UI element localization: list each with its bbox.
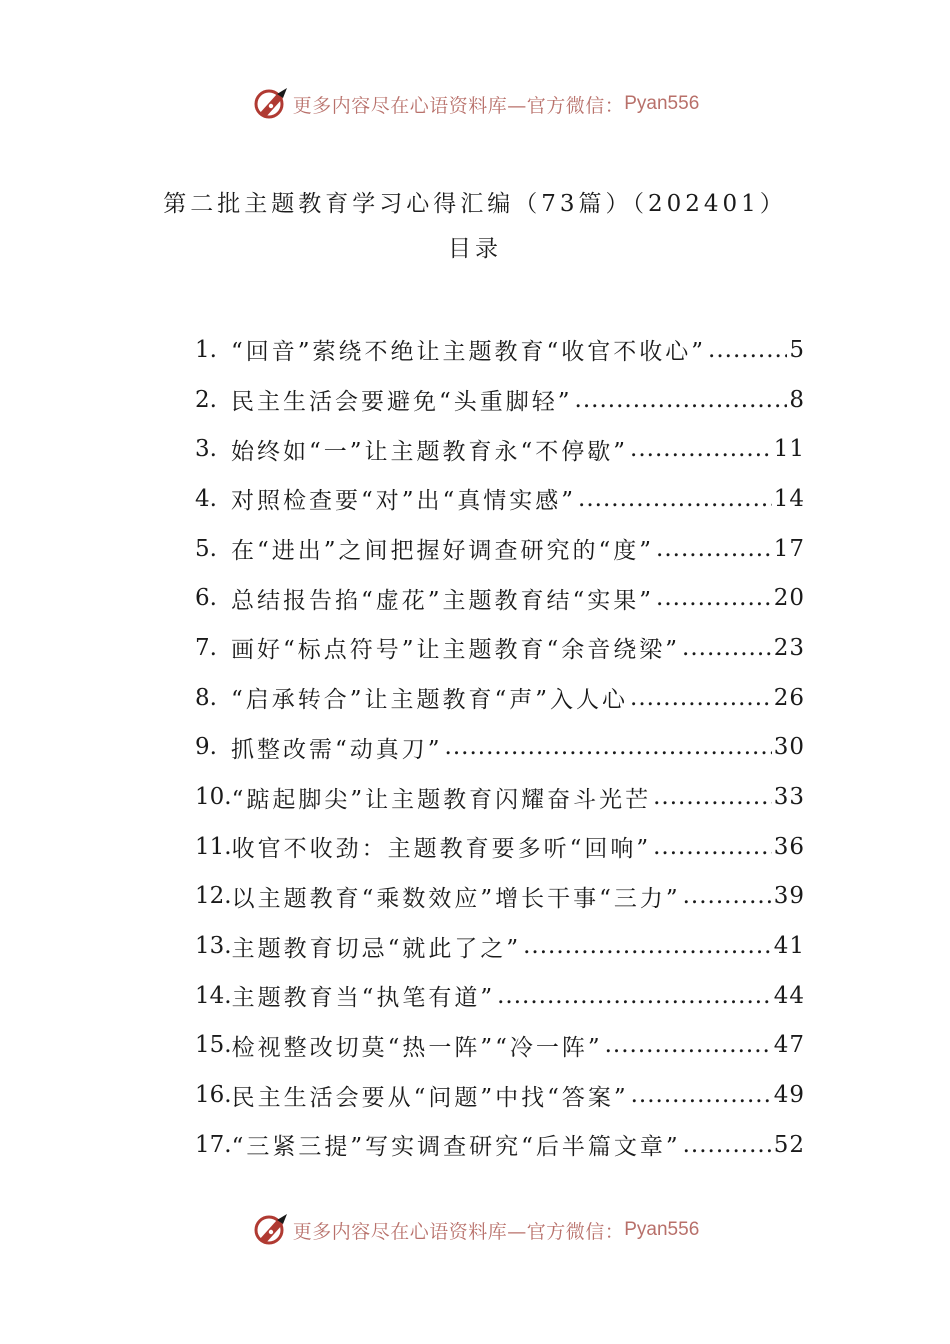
toc-title: 以主题教育“乘数效应”增长干事“三力” [231, 885, 681, 912]
toc-title: 对照检查要“对”出“真情实感” [231, 488, 577, 515]
footer-watermark-banner [0, 1210, 950, 1250]
toc-number: 5. [195, 535, 217, 562]
toc-entry[interactable] [195, 723, 805, 773]
watermark-text: 更多内容尽在心语资料库—官方微信： [292, 1220, 625, 1243]
toc-entry[interactable] [195, 424, 805, 474]
toc-page: 5 [789, 336, 805, 363]
dot-leader [605, 1032, 772, 1058]
dot-leader [497, 983, 772, 1009]
toc-title: “启承转合”让主题教育“声”入人心 [231, 687, 629, 714]
toc-title: 总结报告掐“虚花”主题教育结“实果” [231, 587, 655, 614]
dot-leader [683, 1132, 772, 1158]
toc-entry[interactable] [195, 623, 805, 673]
toc-title: “三紧三提”写实调查研究“后半篇文章” [231, 1134, 681, 1161]
toc-title: 主题教育当“执笔有道” [231, 985, 496, 1012]
toc-title: 检视整改切莫“热一阵”“冷一阵” [231, 1034, 603, 1061]
toc-title: “回音”萦绕不绝让主题教育“收官不收心” [231, 339, 707, 366]
dot-leader [631, 1082, 772, 1108]
toc-number: 3. [195, 436, 217, 463]
toc-entry[interactable] [195, 921, 805, 971]
toc-page: 20 [773, 585, 805, 612]
toc-number: 17. [195, 1131, 232, 1158]
dot-leader [445, 734, 772, 760]
toc-entry[interactable] [195, 772, 805, 822]
dot-leader [656, 536, 772, 562]
dot-leader [708, 337, 787, 363]
toc-page: 49 [773, 1082, 805, 1109]
toc-page: 14 [773, 485, 805, 512]
document-title: 第二批主题教育学习心得汇编（73篇）（202401） [163, 191, 787, 217]
dot-leader [682, 635, 772, 661]
toc-title: 民主生活会要避免“头重脚轻” [231, 389, 573, 416]
toc-entry[interactable] [195, 573, 805, 623]
toc-number: 2. [195, 386, 217, 413]
toc-entry[interactable] [195, 474, 805, 524]
toc-title: 在“进出”之间把握好调查研究的“度” [231, 538, 655, 565]
toc-number: 11. [195, 833, 232, 860]
toc-entry[interactable] [195, 673, 805, 723]
dot-leader [653, 834, 772, 860]
toc-page: 17 [773, 535, 805, 562]
toc-title: 主题教育切忌“就此了之” [231, 935, 522, 962]
toc-page: 44 [773, 982, 805, 1009]
toc-number: 10. [195, 784, 232, 811]
toc-number: 6. [195, 585, 217, 612]
toc-number: 16. [195, 1082, 232, 1109]
toc-page: 33 [773, 784, 805, 811]
toc-page: 52 [773, 1131, 805, 1158]
header-watermark-banner [0, 84, 950, 124]
toc-entry[interactable] [195, 822, 805, 872]
toc-page: 41 [773, 933, 805, 960]
dot-leader [630, 436, 772, 462]
dot-leader [578, 486, 772, 512]
toc-number: 9. [195, 734, 217, 761]
dot-leader [653, 784, 772, 810]
toc-entry[interactable] [195, 1021, 805, 1071]
toc-page: 39 [773, 883, 805, 910]
wechat-id: Pyan556 [624, 1219, 700, 1240]
watermark-text: 更多内容尽在心语资料库—官方微信： [292, 94, 625, 117]
dot-leader [630, 685, 772, 711]
toc-entry[interactable] [195, 524, 805, 574]
toc-title: “踮起脚尖”让主题教育闪耀奋斗光芒 [231, 786, 652, 813]
toc-title: 民主生活会要从“问题”中找“答案” [231, 1084, 629, 1111]
toc-page: 23 [773, 634, 805, 661]
toc-entry[interactable] [195, 872, 805, 922]
wechat-id: Pyan556 [624, 93, 700, 114]
toc-page: 30 [773, 734, 805, 761]
toc-title: 画好“标点符号”让主题教育“余音绕梁” [231, 637, 681, 664]
toc-number: 7. [195, 634, 217, 661]
dot-leader [683, 883, 772, 909]
toc-entry[interactable] [195, 325, 805, 375]
toc-entry[interactable] [195, 1120, 805, 1170]
toc-heading: 目录 [448, 236, 502, 262]
toc-page: 26 [773, 684, 805, 711]
toc-page: 36 [773, 833, 805, 860]
toc-page: 47 [773, 1032, 805, 1059]
toc-entry[interactable] [195, 375, 805, 425]
toc-number: 4. [195, 485, 217, 512]
toc-page: 8 [789, 386, 805, 413]
pen-nib-logo-icon [251, 84, 291, 124]
dot-leader [575, 387, 788, 413]
pen-nib-logo-icon [251, 1210, 291, 1250]
toc-entry[interactable] [195, 971, 805, 1021]
toc-page: 11 [773, 436, 805, 463]
toc-title: 收官不收劲：主题教育要多听“回响” [231, 836, 652, 863]
table-of-contents [195, 325, 805, 1170]
dot-leader [656, 585, 772, 611]
toc-entry[interactable] [195, 1070, 805, 1120]
toc-number: 1. [195, 336, 217, 363]
toc-number: 8. [195, 684, 217, 711]
toc-number: 13. [195, 933, 232, 960]
toc-number: 14. [195, 982, 232, 1009]
dot-leader [523, 933, 772, 959]
toc-number: 15. [195, 1032, 232, 1059]
toc-title: 抓整改需“动真刀” [231, 736, 443, 763]
toc-title: 始终如“一”让主题教育永“不停歇” [231, 438, 629, 465]
toc-number: 12. [195, 883, 232, 910]
